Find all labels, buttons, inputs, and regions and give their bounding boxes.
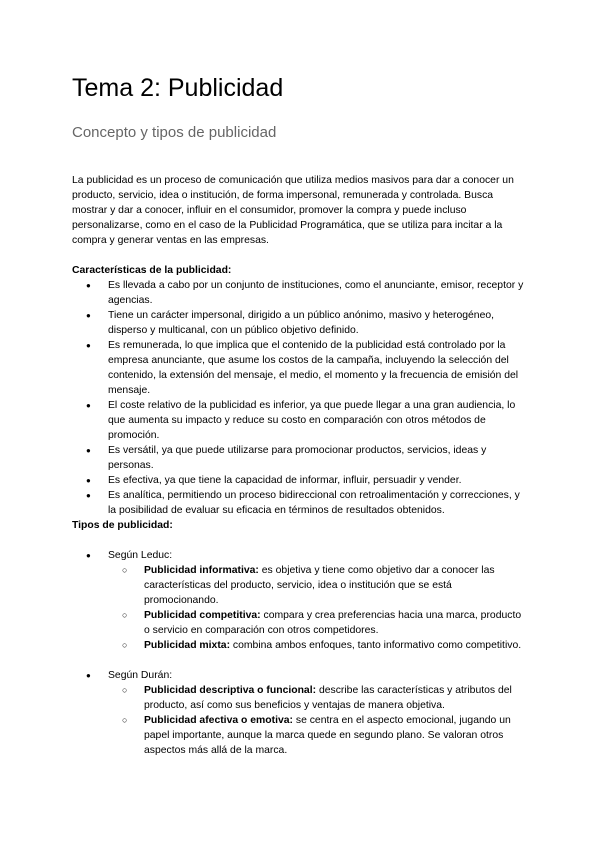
leduc-list <box>72 548 528 653</box>
type-text: describe las características y atributos del producto, así como sus beneficios y ventajas de manera objetiva. <box>144 685 512 711</box>
list-item: ● Es llevada a cabo por un conjunto de instituciones, como el anunciante, emisor, receptor y agencias. <box>72 278 528 308</box>
types-heading: Tipos de publicidad: <box>72 520 173 531</box>
type-text: se centra en el aspecto emocional, jugando un papel importante, aunque la marca quede en segundo plano. Se valoran otros aspectos más allá de la marca. <box>144 715 511 756</box>
type-text: compara y crea preferencias hacia una marca, producto o servicio en comparación con otros competidores. <box>144 610 522 636</box>
document-title: Tema 2: Publicidad <box>72 74 284 102</box>
characteristics-list <box>72 278 528 518</box>
sublist-item <box>108 638 528 653</box>
list-item: ● Es versátil, ya que puede utilizarse para promocionar productos, servicios, ideas y personas. <box>72 443 528 473</box>
type-term: Publicidad mixta: <box>144 640 231 651</box>
type-term: Publicidad descriptiva o funcional: <box>144 685 317 696</box>
intro-paragraph: La publicidad es un proceso de comunicación que utiliza medios masivos para dar a conocer un producto, servicio, idea o institución, de forma impersonal, remunerada y controlada. Busca mostrar y dar a conocer, influir en el consumidor, promover la compra y puede incluso personalizarse, como en el caso de la Publicidad Programática, que se utiliza para incitar a la compra y generar ventas en las empresas. <box>72 175 514 246</box>
sublist-item <box>108 563 528 608</box>
sublist-item <box>108 608 528 638</box>
sublist-item <box>108 713 528 758</box>
list-item: ● El coste relativo de la publicidad es inferior, ya que puede llegar a una gran audiencia, lo que aumenta su impacto y reduce su costo en comparación con otros métodos de promoción. <box>72 398 528 443</box>
duran-label: Según Durán: <box>108 670 173 681</box>
list-item: ● Es analítica, permitiendo un proceso bidireccional con retroalimentación y correcciones, y la posibilidad de evaluar su eficacia en términos de resultados obtenidos. <box>72 488 528 518</box>
leduc-sublist <box>108 563 528 653</box>
duran-list <box>72 668 528 758</box>
sublist-item <box>108 683 528 713</box>
document-body <box>72 173 528 758</box>
spacer <box>72 533 528 548</box>
list-item: ● Tiene un carácter impersonal, dirigido a un público anónimo, masivo y heterogéneo, disperso y multicanal, con un público objetivo definido. <box>72 308 528 338</box>
type-term: Publicidad competitiva: <box>144 610 261 621</box>
list-item: ● Es remunerada, lo que implica que el contenido de la publicidad está controlado por la empresa anunciante, que asume los costos de la campaña, incluyendo la selección del contenido, la extensión del mensaje, el medio, el momento y la frecuencia de emisión del mensaje. <box>72 338 528 398</box>
type-text: combina ambos enfoques, tanto informativo como competitivo. <box>230 640 522 651</box>
document-subtitle: Concepto y tipos de publicidad <box>72 124 277 141</box>
spacer <box>72 653 528 668</box>
type-text: es objetiva y tiene como objetivo dar a conocer las características del producto, servicio, idea o institución que se está promocionando. <box>144 565 495 606</box>
list-item-duran <box>72 668 528 758</box>
list-item-leduc <box>72 548 528 653</box>
characteristics-heading: Características de la publicidad: <box>72 265 232 276</box>
list-item: ● Es efectiva, ya que tiene la capacidad de informar, influir, persuadir y vender. <box>72 473 528 488</box>
type-term: Publicidad informativa: <box>144 565 259 576</box>
type-term: Publicidad afectiva o emotiva: <box>144 715 293 726</box>
duran-sublist <box>108 683 528 758</box>
leduc-label: Según Leduc: <box>108 550 173 561</box>
